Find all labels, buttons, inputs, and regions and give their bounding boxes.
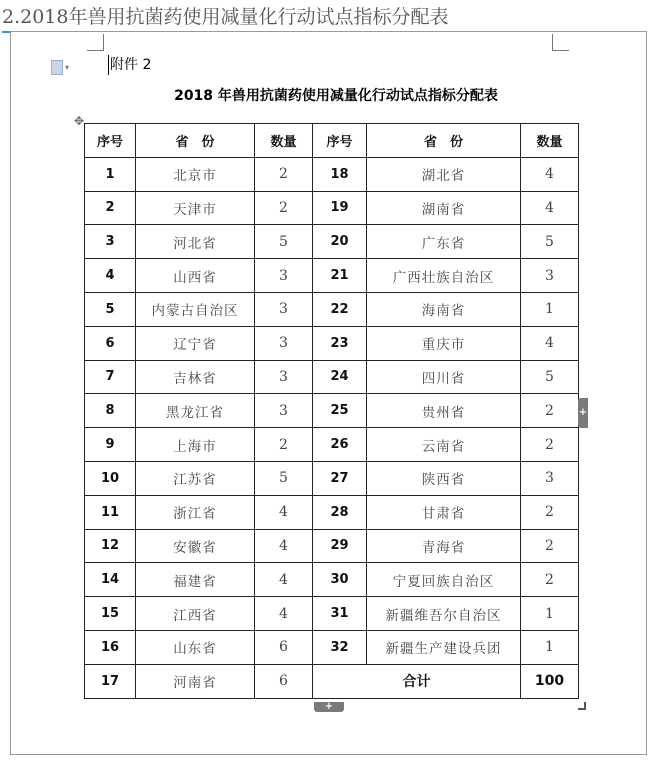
cell-province: 海南省 — [367, 292, 521, 326]
page-heading: 2.2018年兽用抗菌药使用减量化行动试点指标分配表 — [2, 6, 449, 28]
cell-number: 26 — [313, 428, 367, 462]
cell-province: 山西省 — [136, 259, 255, 293]
cell-count: 6 — [255, 630, 313, 664]
cell-count: 3 — [521, 259, 579, 293]
cell-number: 15 — [85, 597, 136, 631]
cell-number: 1 — [85, 157, 136, 191]
cell-count: 3 — [255, 394, 313, 428]
cell-province: 安徽省 — [136, 529, 255, 563]
table-row — [85, 157, 579, 191]
cell-count: 4 — [255, 529, 313, 563]
cell-number: 11 — [85, 495, 136, 529]
cell-count: 4 — [255, 563, 313, 597]
cell-province: 河南省 — [136, 664, 255, 698]
cell-count: 1 — [521, 597, 579, 631]
cell-province: 陕西省 — [367, 461, 521, 495]
cell-number: 14 — [85, 563, 136, 597]
cell-number: 5 — [85, 292, 136, 326]
cell-count: 2 — [521, 563, 579, 597]
table-row — [85, 597, 579, 631]
text-cursor — [108, 55, 109, 75]
cell-province: 湖南省 — [367, 191, 521, 225]
cell-number: 31 — [313, 597, 367, 631]
cell-count: 4 — [255, 597, 313, 631]
table-row — [85, 461, 579, 495]
document-page — [10, 31, 647, 755]
cell-province: 内蒙古自治区 — [136, 292, 255, 326]
cell-number: 25 — [313, 394, 367, 428]
cell-count: 2 — [521, 428, 579, 462]
cell-count: 1 — [521, 292, 579, 326]
header-count: 数量 — [521, 124, 579, 158]
cell-count: 2 — [521, 394, 579, 428]
cell-province: 四川省 — [367, 360, 521, 394]
cell-province: 北京市 — [136, 157, 255, 191]
cell-province: 广东省 — [367, 225, 521, 259]
cell-count: 2 — [521, 529, 579, 563]
cell-number: 12 — [85, 529, 136, 563]
header-seq: 序号 — [85, 124, 136, 158]
cell-province: 湖北省 — [367, 157, 521, 191]
cell-number: 9 — [85, 428, 136, 462]
cell-province: 云南省 — [367, 428, 521, 462]
table-move-icon[interactable]: ✥ — [74, 114, 85, 128]
cell-province: 吉林省 — [136, 360, 255, 394]
allocation-table — [84, 123, 579, 699]
cell-number: 21 — [313, 259, 367, 293]
cell-number: 20 — [313, 225, 367, 259]
cell-number: 29 — [313, 529, 367, 563]
cell-count: 3 — [521, 461, 579, 495]
cell-count: 5 — [255, 461, 313, 495]
table-row — [85, 326, 579, 360]
cell-count: 6 — [255, 664, 313, 698]
add-column-plus-icon[interactable]: + — [578, 398, 588, 428]
header-province: 省 份 — [367, 124, 521, 158]
cell-count: 3 — [255, 259, 313, 293]
table-row — [85, 428, 579, 462]
cell-province: 河北省 — [136, 225, 255, 259]
cell-province: 福建省 — [136, 563, 255, 597]
cell-number: 23 — [313, 326, 367, 360]
cell-count: 4 — [255, 495, 313, 529]
cell-province: 天津市 — [136, 191, 255, 225]
margin-corner-marker-left — [87, 34, 104, 51]
cell-number: 17 — [85, 664, 136, 698]
header-seq: 序号 — [313, 124, 367, 158]
cell-count: 5 — [521, 360, 579, 394]
cell-number: 8 — [85, 394, 136, 428]
cell-count: 4 — [521, 326, 579, 360]
table-row — [85, 630, 579, 664]
cell-province: 广西壮族自治区 — [367, 259, 521, 293]
table-row — [85, 495, 579, 529]
cell-number: 24 — [313, 360, 367, 394]
cell-count: 3 — [255, 292, 313, 326]
total-label: 合计 — [313, 664, 521, 698]
table-row — [85, 225, 579, 259]
cell-number: 2 — [85, 191, 136, 225]
cell-province: 黑龙江省 — [136, 394, 255, 428]
header-province: 省 份 — [136, 124, 255, 158]
cell-number: 18 — [313, 157, 367, 191]
cell-province: 江西省 — [136, 597, 255, 631]
cell-count: 4 — [521, 191, 579, 225]
cell-province: 青海省 — [367, 529, 521, 563]
cell-count: 2 — [255, 428, 313, 462]
cell-number: 7 — [85, 360, 136, 394]
cell-count: 1 — [521, 630, 579, 664]
cell-province: 重庆市 — [367, 326, 521, 360]
cell-province: 贵州省 — [367, 394, 521, 428]
cell-number: 16 — [85, 630, 136, 664]
cell-count: 5 — [255, 225, 313, 259]
cell-number: 6 — [85, 326, 136, 360]
cell-count: 5 — [521, 225, 579, 259]
cell-province: 浙江省 — [136, 495, 255, 529]
cell-province: 新疆生产建设兵团 — [367, 630, 521, 664]
cell-count: 2 — [255, 157, 313, 191]
cell-number: 32 — [313, 630, 367, 664]
total-value: 100 — [521, 664, 579, 698]
cell-number: 22 — [313, 292, 367, 326]
margin-corner-marker-right — [552, 34, 569, 51]
table-row — [85, 360, 579, 394]
cell-province: 辽宁省 — [136, 326, 255, 360]
cell-count: 2 — [255, 191, 313, 225]
cell-number: 19 — [313, 191, 367, 225]
table-row — [85, 259, 579, 293]
cell-count: 4 — [521, 157, 579, 191]
cell-count: 3 — [255, 326, 313, 360]
table-header-row — [85, 124, 579, 158]
cell-count: 3 — [255, 360, 313, 394]
document-title: 2018 年兽用抗菌药使用减量化行动试点指标分配表 — [174, 88, 498, 104]
table-row — [85, 191, 579, 225]
attachment-label: 附件 2 — [110, 57, 152, 73]
cell-province: 宁夏回族自治区 — [367, 563, 521, 597]
cell-number: 28 — [313, 495, 367, 529]
table-row — [85, 563, 579, 597]
cell-province: 江苏省 — [136, 461, 255, 495]
table-total-row — [85, 664, 579, 698]
cell-number: 10 — [85, 461, 136, 495]
table-resize-handle[interactable] — [578, 702, 586, 710]
add-row-plus-icon[interactable]: + — [314, 702, 344, 712]
table-row — [85, 529, 579, 563]
cell-number: 4 — [85, 259, 136, 293]
cell-province: 山东省 — [136, 630, 255, 664]
table-row — [85, 394, 579, 428]
cell-number: 27 — [313, 461, 367, 495]
cell-province: 新疆维吾尔自治区 — [367, 597, 521, 631]
table-row — [85, 292, 579, 326]
document-icon[interactable]: ▾ — [51, 59, 81, 75]
header-count: 数量 — [255, 124, 313, 158]
cell-count: 2 — [521, 495, 579, 529]
cell-province: 甘肃省 — [367, 495, 521, 529]
cell-province: 上海市 — [136, 428, 255, 462]
cell-number: 3 — [85, 225, 136, 259]
cell-number: 30 — [313, 563, 367, 597]
